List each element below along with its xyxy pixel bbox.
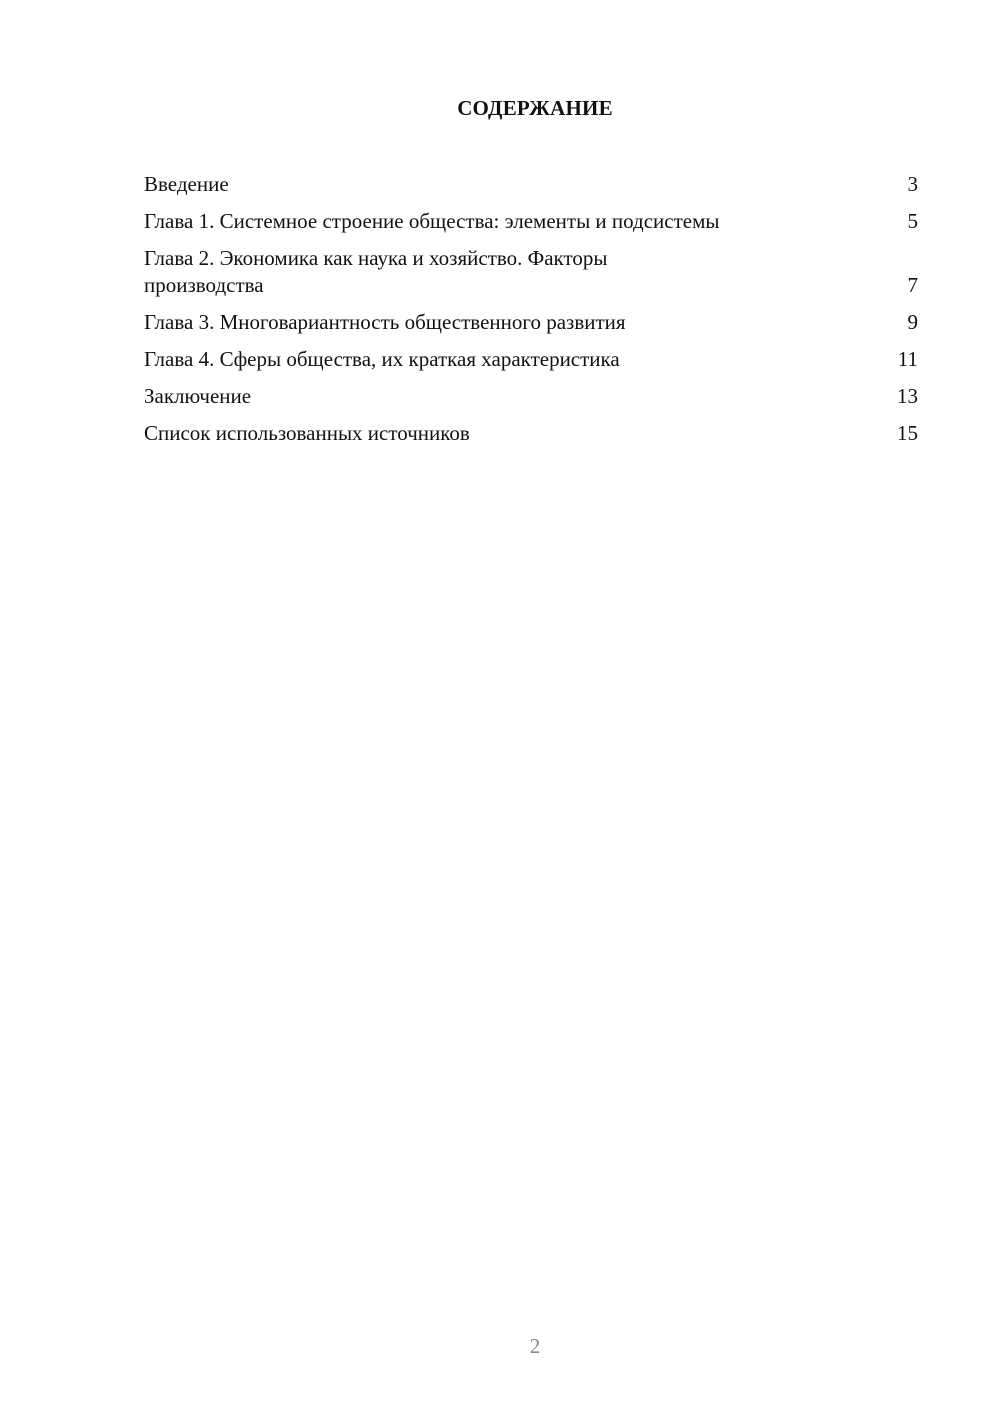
toc-item-conclusion[interactable] [144, 383, 918, 410]
toc-item-label: Глава 4. Сферы общества, их краткая характеристика [144, 347, 620, 371]
toc-item-label: Введение [144, 172, 229, 196]
toc-item-page: 3 [907, 172, 918, 196]
toc-item-label: Глава 2. Экономика как наука и хозяйство. Факторы производства [144, 246, 608, 297]
toc-item-chapter-4[interactable] [144, 346, 918, 373]
toc-item-references[interactable] [144, 420, 918, 447]
page-title: СОДЕРЖАНИЕ [457, 96, 613, 120]
toc-item-label: Глава 1. Системное строение общества: элементы и подсистемы [144, 209, 720, 233]
page-number: 2 [529, 1334, 541, 1358]
toc-item-page: 13 [897, 384, 918, 408]
toc-item-label: Список использованных источников [144, 421, 470, 445]
table-of-contents [144, 171, 918, 457]
toc-item-chapter-1[interactable] [144, 208, 918, 235]
toc-item-page: 9 [907, 310, 918, 334]
toc-item-page: 5 [907, 209, 918, 233]
toc-item-label: Глава 3. Многовариантность общественного развития [144, 310, 626, 334]
toc-item-page: 11 [897, 347, 918, 371]
toc-item-label: Заключение [144, 384, 252, 408]
toc-item-page: 7 [907, 273, 918, 297]
toc-item-chapter-3[interactable] [144, 309, 918, 336]
toc-item-introduction[interactable] [144, 171, 918, 198]
toc-item-page: 15 [897, 421, 918, 445]
toc-item-chapter-2[interactable] [144, 245, 918, 299]
